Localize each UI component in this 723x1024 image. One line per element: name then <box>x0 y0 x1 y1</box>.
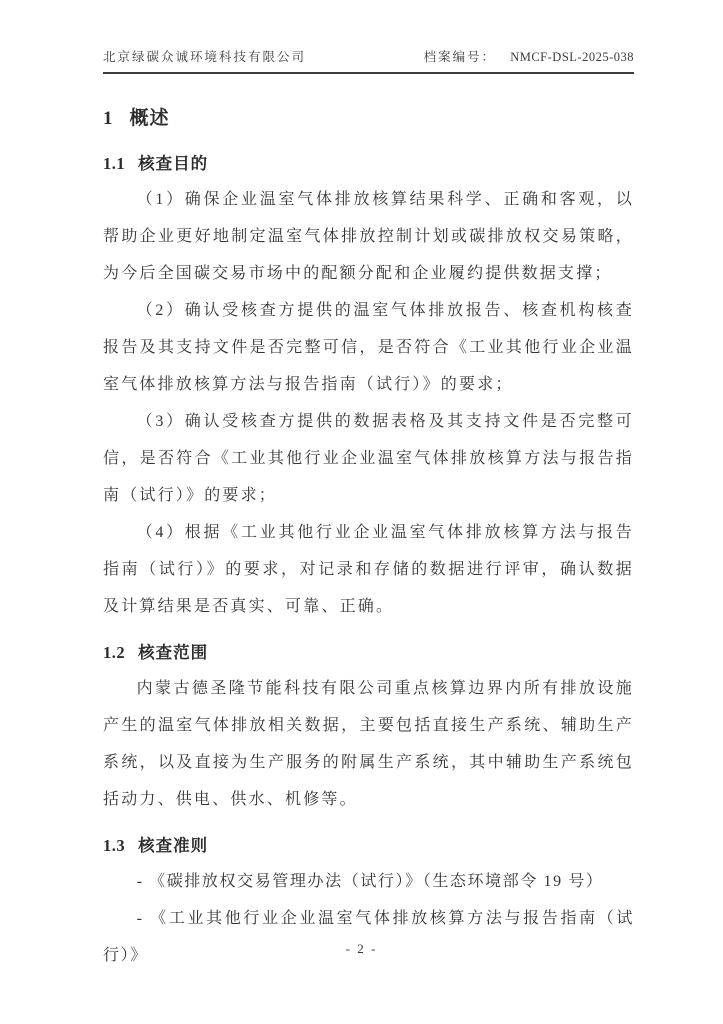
purpose-paragraph-3: （3）确认受核查方提供的数据表格及其支持文件是否完整可信，是否符合《工业其他行业企业温室气体排放核算方法与报告指南（试行）》的要求； <box>103 413 634 504</box>
page-content <box>103 0 634 974</box>
criteria-item-1: - 《碳排放权交易管理办法（试行）》（生态环境部令 19 号） <box>136 873 604 890</box>
subsection-title: 核查准则 <box>138 836 209 855</box>
archive-number-value: NMCF-DSL-2025-038 <box>510 50 634 64</box>
subsection-heading-scope <box>103 642 634 664</box>
page-header <box>103 0 634 74</box>
page-number: - 2 - <box>345 941 378 956</box>
purpose-paragraph-4: （4）根据《工业其他行业企业温室气体排放核算方法与报告指南（试行）》的要求，对记录和存储的数据进行评审，确认数据及计算结果是否真实、可靠、正确。 <box>103 524 634 615</box>
subsection-number: 1.1 <box>103 154 126 173</box>
header-archive-number <box>424 47 634 65</box>
purpose-paragraph-1: （1）确保企业温室气体排放核算结果科学、正确和客观，以帮助企业更好地制定温室气体排放控制计划或碳排放权交易策略，为今后全国碳交易市场中的配额分配和企业履约提供数据支撑； <box>103 191 634 282</box>
subsection-number: 1.2 <box>103 643 126 662</box>
header-company-name: 北京绿碳众诚环境科技有限公司 <box>103 50 307 64</box>
subsection-heading-purpose <box>103 153 634 175</box>
subsection-title: 核查目的 <box>138 154 209 173</box>
page-footer <box>0 941 723 957</box>
subsection-title: 核查范围 <box>138 643 209 662</box>
purpose-paragraph-2: （2）确认受核查方提供的温室气体排放报告、核查机构核查报告及其支持文件是否完整可信，是否符合《工业其他行业企业温室气体排放核算方法与报告指南（试行）》的要求； <box>103 302 634 393</box>
scope-paragraph: 内蒙古德圣隆节能科技有限公司重点核算边界内所有排放设施产生的温室气体排放相关数据，主要包括直接生产系统、辅助生产系统，以及直接为生产服务的附属生产系统，其中辅助生产系统包括动力、供电、供水、机修等。 <box>103 680 634 808</box>
section-heading-overview <box>103 107 634 131</box>
section-number: 1 <box>103 108 114 129</box>
criteria-item-2: - 《工业其他行业企业温室气体排放核算方法与报告指南（试行）》 <box>103 910 634 964</box>
subsection-heading-criteria <box>103 835 634 857</box>
archive-number-label: 档案编号： <box>423 50 497 64</box>
section-title: 概述 <box>129 108 170 129</box>
subsection-number: 1.3 <box>103 836 126 855</box>
